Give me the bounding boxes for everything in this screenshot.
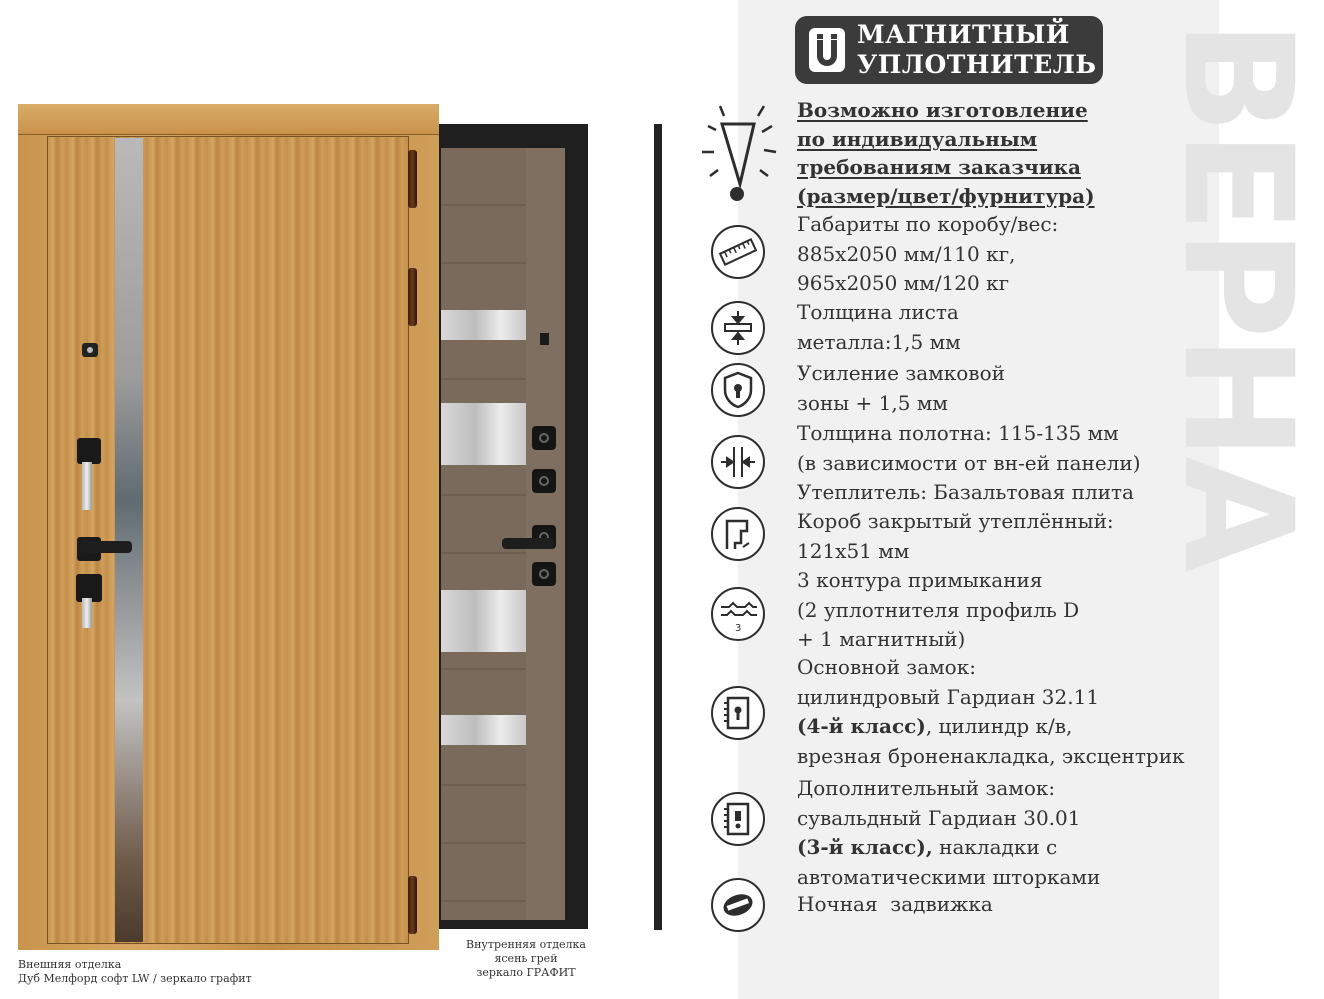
watermark-text: ВЕРНА <box>1150 20 1324 569</box>
spec-line: (2 уплотнителя профиль D <box>797 597 1080 622</box>
keys-upper <box>82 462 92 510</box>
spec-line: 965х2050 мм/120 кг <box>797 271 1010 295</box>
keys-lower <box>82 598 92 628</box>
custom-order-line: по индивидуальным <box>797 126 1038 151</box>
spec-contours <box>797 566 1079 655</box>
sheet-thickness-icon <box>711 301 765 355</box>
spec-line-rest: накладки с <box>932 835 1058 859</box>
caption-line: Внутренняя отделка <box>466 938 586 951</box>
spec-line: Толщина полотна: 115-135 мм <box>797 421 1119 445</box>
spec-extra-lock <box>797 774 1100 892</box>
spec-line: врезная броненакладка, эксцентрик <box>797 743 1185 768</box>
magnet-icon <box>807 26 847 74</box>
inner-upper-knob <box>532 426 556 450</box>
inner-thumbturn <box>532 469 556 493</box>
spec-line: Дополнительный замок: <box>797 776 1056 800</box>
badge-title-line1: МАГНИТНЫЙ <box>857 20 1070 49</box>
cylinder-lock-icon <box>711 686 765 740</box>
inner-glass-insert-3 <box>441 590 526 652</box>
inner-glass-insert-1 <box>441 310 526 340</box>
seal-contours-icon <box>711 587 765 641</box>
spec-line: Толщина листа <box>797 300 959 324</box>
inner-glass-insert-4 <box>441 715 526 745</box>
spec-line: Габариты по коробу/вес: <box>797 212 1059 236</box>
vertical-divider <box>654 124 662 930</box>
spec-line: Утеплитель: Базальтовая плита <box>797 480 1134 504</box>
lock-class-bold: (3-й класс), <box>797 835 933 859</box>
lever-lock-icon <box>711 792 765 846</box>
spec-line-rest: , цилиндр к/в, <box>925 714 1073 738</box>
middle-hinge <box>408 268 417 326</box>
spec-line: Короб закрытый утеплённый: <box>797 509 1114 533</box>
spec-line: Усиление замковой <box>797 361 1005 385</box>
spec-leaf-thickness <box>797 419 1141 508</box>
shield-icon <box>711 363 765 417</box>
spec-line <box>797 712 1185 742</box>
spec-line: 121х51 мм <box>797 538 910 563</box>
spec-main-lock <box>797 653 1185 771</box>
peephole <box>82 343 98 357</box>
custom-order-line: требованиям заказчика <box>797 155 1081 179</box>
magnetic-seal-badge <box>795 16 1103 84</box>
spec-line: + 1 магнитный) <box>797 627 966 651</box>
spec-line: сувальдный Гардиан 30.01 <box>797 805 1081 830</box>
caption-line: ясень грей <box>494 952 558 965</box>
caption-line: зеркало ГРАФИТ <box>476 966 576 979</box>
svg-text:3: 3 <box>735 623 742 634</box>
top-hinge <box>408 150 417 208</box>
outer-door-handle <box>80 541 132 553</box>
spec-line: Основной замок: <box>797 655 976 679</box>
lock-class-bold: (4-й класс) <box>797 714 926 738</box>
spec-line: (в зависимости от вн-ей панели) <box>797 450 1141 475</box>
spec-line: 3 контура примыкания <box>797 568 1043 592</box>
custom-order-line: (размер/цвет/фурнитура) <box>797 183 1095 208</box>
spec-dimensions <box>797 210 1058 299</box>
ruler-icon <box>711 225 765 279</box>
outer-mirror-strip <box>115 138 143 942</box>
inner-glass-insert-2 <box>441 403 526 465</box>
caption-line: Дуб Мелфорд софт LW / зеркало графит <box>18 972 252 985</box>
spec-sheet-thickness <box>797 298 961 357</box>
spec-line: зоны + 1,5 мм <box>797 390 948 415</box>
caption-line: Внешняя отделка <box>18 958 122 971</box>
upper-cylinder-lock <box>77 438 101 464</box>
spec-night-latch <box>797 890 993 920</box>
custom-order-note <box>797 96 1095 210</box>
outer-door-leaf <box>47 136 409 944</box>
spec-lock-zone <box>797 359 1005 418</box>
spec-line: металла:1,5 мм <box>797 329 961 354</box>
spec-line: 885х2050 мм/110 кг, <box>797 241 1016 266</box>
alert-icon <box>700 100 778 204</box>
door-box-icon <box>711 507 765 561</box>
bottom-hinge <box>408 876 417 934</box>
inner-lower-knob <box>532 562 556 586</box>
badge-title-line2: УПЛОТНИТЕЛЬ <box>857 50 1097 79</box>
outer-door-top-bar <box>18 104 439 135</box>
spec-line: Ночная задвижка <box>797 892 993 916</box>
custom-order-line: Возможно изготовление <box>797 98 1088 122</box>
spec-box <box>797 507 1114 566</box>
outer-finish-caption <box>18 958 252 986</box>
inner-door-handle <box>502 538 554 549</box>
spec-line: автоматическими шторками <box>797 864 1101 889</box>
spec-line: цилиндровый Гардиан 32.11 <box>797 684 1100 709</box>
night-latch-icon <box>711 878 765 932</box>
night-latch-knob <box>540 333 549 345</box>
leaf-thickness-icon <box>711 435 765 489</box>
inner-finish-caption <box>462 938 590 980</box>
spec-line <box>797 833 1100 863</box>
